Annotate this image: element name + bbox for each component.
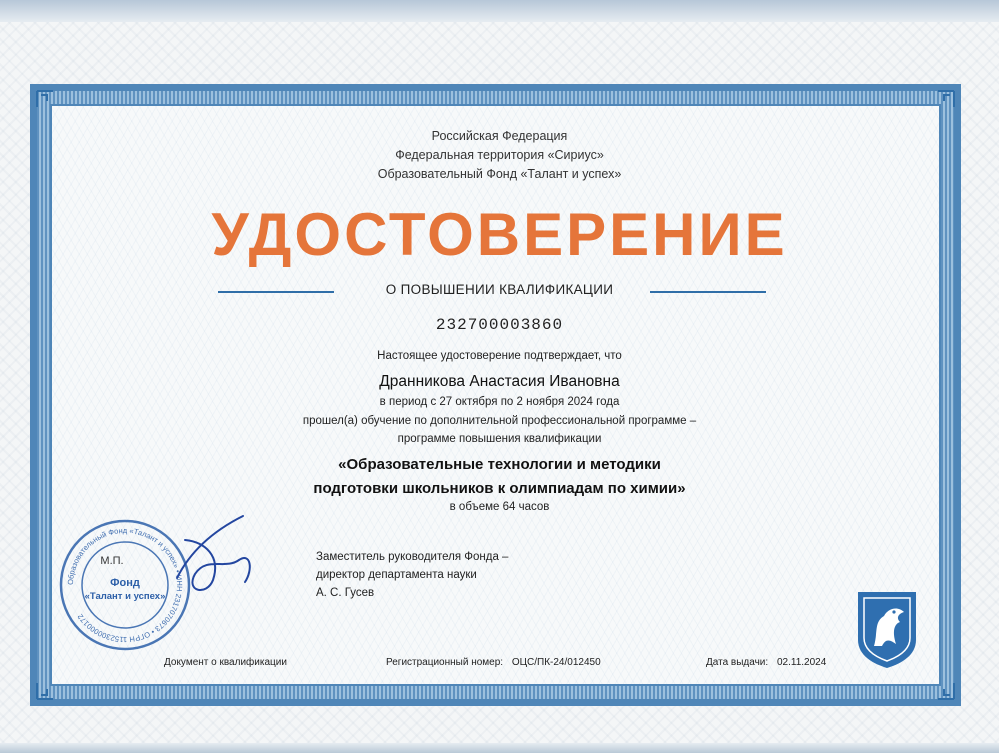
footer-issue-date xyxy=(706,657,826,668)
registration-number: ОЦС/ПК-24/012450 xyxy=(511,657,601,668)
issuer-header xyxy=(0,127,999,184)
signatory-position: Заместитель руководителя Фонда – xyxy=(316,551,509,563)
foundation-emblem-icon xyxy=(854,588,920,670)
document-title: УДОСТОВЕРЕНИЕ xyxy=(211,201,788,268)
stamp-center-line2: «Талант и успех» xyxy=(84,591,166,602)
confirm-text: Настоящее удостоверение подтверждает, что xyxy=(377,350,622,362)
program-title-line2: подготовки школьников к олимпиадам по химии» xyxy=(313,480,686,497)
header-foundation: Образовательный Фонд «Талант и успех» xyxy=(377,167,622,181)
document-subtitle-row xyxy=(0,282,999,302)
training-description: прошел(а) обучение по дополнительной профессиональной программе – xyxy=(302,415,697,427)
issue-date-label: Дата выдачи: xyxy=(706,657,769,668)
document-subtitle: О ПОВЫШЕНИИ КВАЛИФИКАЦИИ xyxy=(385,282,614,297)
registration-label: Регистрационный номер: xyxy=(386,657,504,668)
scan-bottom-edge xyxy=(0,743,999,753)
footer-document-label: Документ о квалификации xyxy=(164,657,287,668)
recipient-name: Дранникова Анастасия Ивановна xyxy=(379,373,620,390)
corner-ornament-icon xyxy=(936,681,956,701)
signatory-department: директор департамента науки xyxy=(316,569,477,581)
scan-top-edge xyxy=(0,0,999,22)
program-title-line1: «Образовательные технологии и методики xyxy=(338,456,661,473)
footer-registration xyxy=(386,657,601,668)
signatory-block xyxy=(316,548,508,602)
signature-autograph xyxy=(155,510,265,600)
stamp-ring-text: Образовательный Фонд «Талант и успех» • ИНН 2317070673 • ОГРН 1152300000172 xyxy=(65,525,185,645)
signatory-name: А. С. Гусев xyxy=(316,587,375,599)
corner-ornament-icon xyxy=(35,89,55,109)
program-volume: в объеме 64 часов xyxy=(449,501,550,513)
header-territory: Федеральная территория «Сириус» xyxy=(395,148,604,162)
corner-ornament-icon xyxy=(35,681,55,701)
training-period: в период с 27 октября по 2 ноября 2024 года xyxy=(379,396,620,408)
stamp-mp-label: М.П. xyxy=(100,555,124,567)
corner-ornament-icon xyxy=(936,89,956,109)
certificate-number: 232700003860 xyxy=(435,316,564,334)
training-type: программе повышения квалификации xyxy=(397,433,602,445)
stamp-center-line1: Фонд xyxy=(110,577,140,589)
program-title xyxy=(0,453,999,501)
header-country: Российская Федерация xyxy=(431,129,568,143)
issue-date-value: 02.11.2024 xyxy=(776,657,827,668)
